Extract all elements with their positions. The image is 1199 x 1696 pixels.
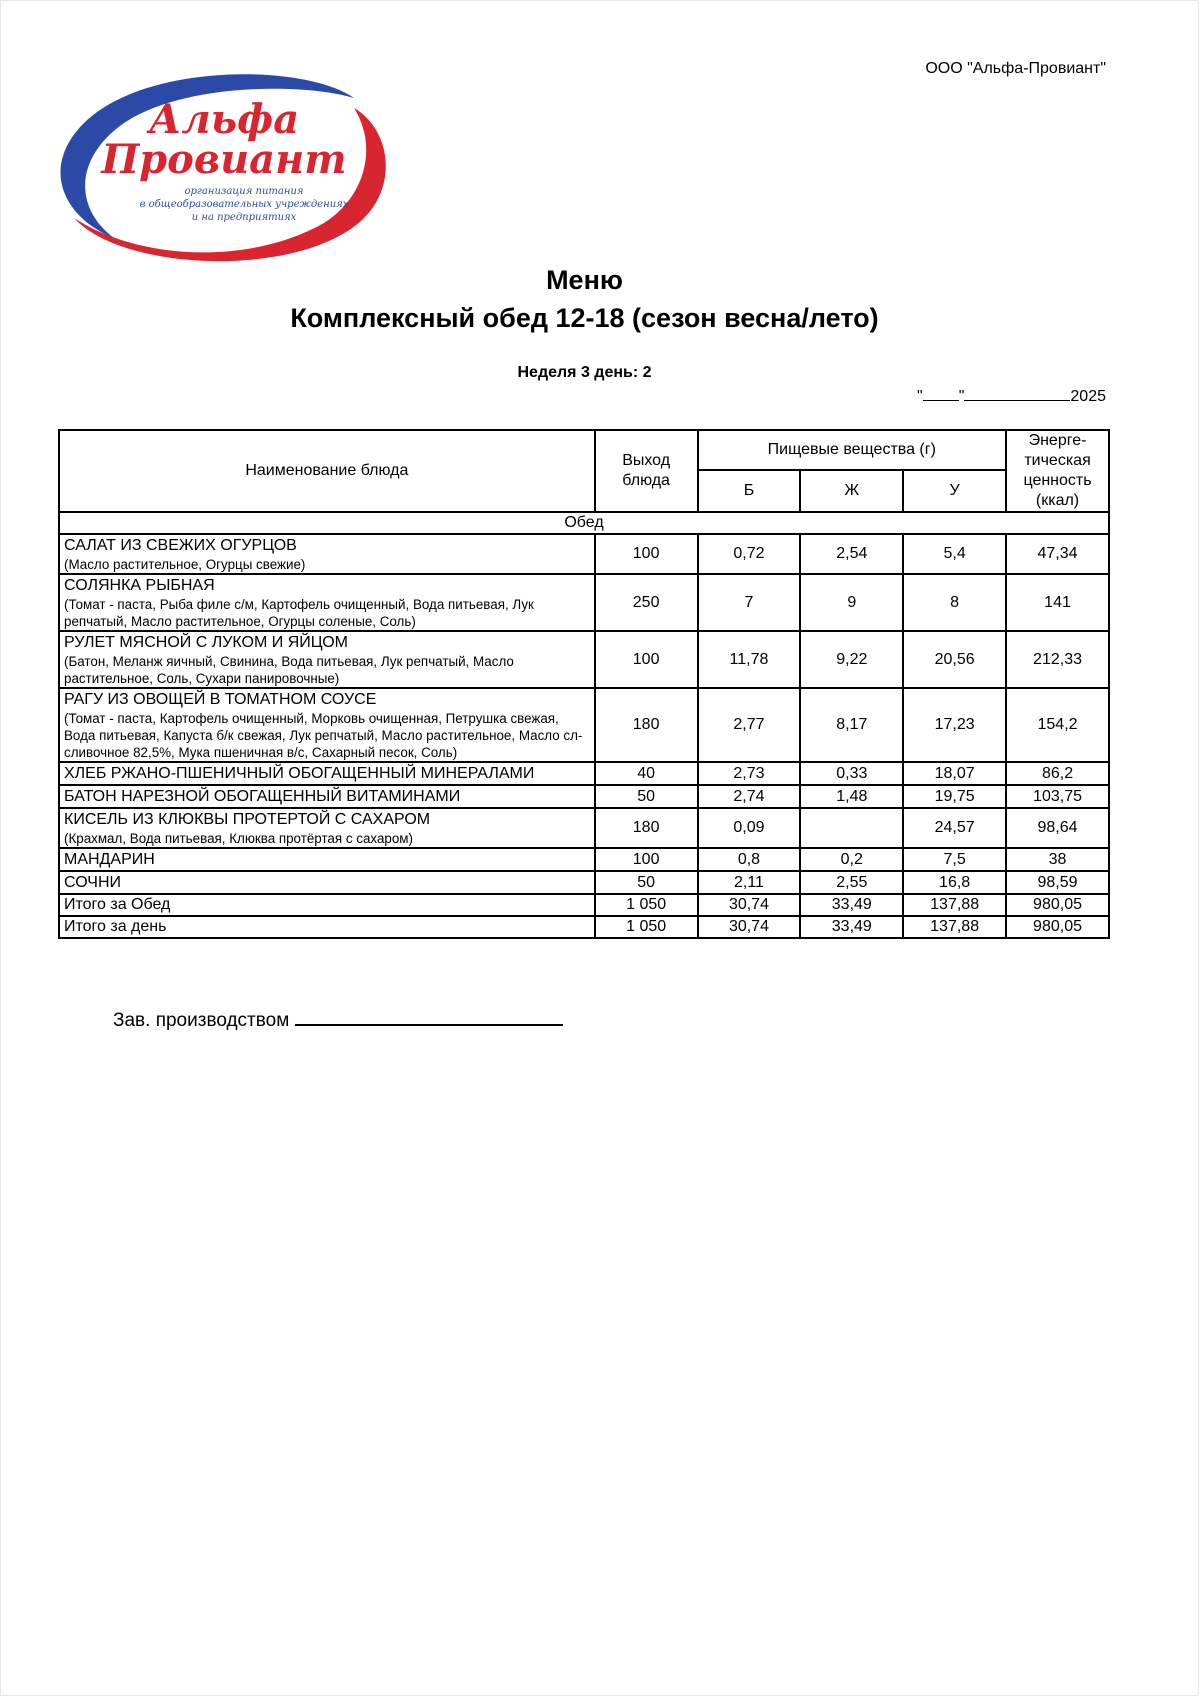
dish-protein: 0,09 xyxy=(698,808,801,848)
dish-output: 50 xyxy=(595,785,698,808)
total-carbs: 137,88 xyxy=(903,916,1006,938)
dish-ingredients: (Томат - паста, Картофель очищенный, Морковь очищенная, Петрушка свежая, Вода питьевая, Капуста б/к свежая, Лук репчатый, Масло растительное, Масло сл-сливочное 82,5%, Мука пшеничная в/с, Сахарный песок, Соль) xyxy=(64,711,583,760)
date-line xyxy=(917,385,1106,406)
dish-fat: 8,17 xyxy=(800,688,903,762)
dish-fat: 2,55 xyxy=(800,871,903,894)
total-day-row xyxy=(59,916,1109,938)
table-row xyxy=(59,871,1109,894)
date-month-blank[interactable] xyxy=(964,385,1070,401)
company-logo xyxy=(54,68,394,268)
date-quote-open: " xyxy=(917,388,923,405)
dish-carbs: 17,23 xyxy=(903,688,1006,762)
dish-protein: 0,8 xyxy=(698,848,801,871)
dish-name: СОЛЯНКА РЫБНАЯ xyxy=(64,577,215,594)
dish-kcal: 141 xyxy=(1006,574,1109,631)
dish-output: 50 xyxy=(595,871,698,894)
dish-fat: 1,48 xyxy=(800,785,903,808)
total-protein: 30,74 xyxy=(698,916,801,938)
total-carbs: 137,88 xyxy=(903,894,1006,916)
dish-kcal: 38 xyxy=(1006,848,1109,871)
dish-name: СОЧНИ xyxy=(64,874,122,891)
svg-text:в общеобразовательных учрежден: в общеобразовательных учреждениях xyxy=(139,199,349,210)
dish-carbs: 20,56 xyxy=(903,631,1006,688)
dish-kcal: 154,2 xyxy=(1006,688,1109,762)
page-title: Меню xyxy=(546,265,623,295)
svg-text:Альфа: Альфа xyxy=(148,96,300,143)
date-year: 2025 xyxy=(1070,388,1106,405)
dish-name: БАТОН НАРЕЗНОЙ ОБОГАЩЕННЫЙ ВИТАМИНАМИ xyxy=(64,788,461,805)
dish-output: 40 xyxy=(595,762,698,785)
dish-protein: 2,73 xyxy=(698,762,801,785)
dish-fat: 2,54 xyxy=(800,534,903,574)
page-subtitle: Комплексный обед 12-18 (сезон весна/лето) xyxy=(290,303,879,333)
dish-cell xyxy=(59,631,595,688)
dish-protein: 0,72 xyxy=(698,534,801,574)
total-meal-row xyxy=(59,894,1109,916)
total-output: 1 050 xyxy=(595,894,698,916)
table-row xyxy=(59,574,1109,631)
total-label: Итого за день xyxy=(59,916,595,938)
dish-fat xyxy=(800,808,903,848)
svg-text:Провиант: Провиант xyxy=(101,136,347,183)
total-output: 1 050 xyxy=(595,916,698,938)
dish-name: МАНДАРИН xyxy=(64,851,155,868)
dish-cell xyxy=(59,574,595,631)
dish-protein: 2,77 xyxy=(698,688,801,762)
svg-text:организация питания: организация питания xyxy=(184,186,304,197)
dish-kcal: 103,75 xyxy=(1006,785,1109,808)
dish-carbs: 5,4 xyxy=(903,534,1006,574)
dish-carbs: 18,07 xyxy=(903,762,1006,785)
dish-cell xyxy=(59,848,595,871)
dish-cell xyxy=(59,688,595,762)
dish-name: КИСЕЛЬ ИЗ КЛЮКВЫ ПРОТЕРТОЙ С САХАРОМ xyxy=(64,811,431,828)
dish-output: 180 xyxy=(595,808,698,848)
dish-kcal: 47,34 xyxy=(1006,534,1109,574)
dish-carbs: 7,5 xyxy=(903,848,1006,871)
dish-kcal: 98,59 xyxy=(1006,871,1109,894)
table-row xyxy=(59,631,1109,688)
header-dish-name: Наименование блюда xyxy=(59,430,595,512)
dish-cell xyxy=(59,534,595,574)
menu-table xyxy=(58,429,1110,939)
date-quote-close: " xyxy=(958,388,965,405)
table-row xyxy=(59,808,1109,848)
dish-protein: 2,11 xyxy=(698,871,801,894)
total-protein: 30,74 xyxy=(698,894,801,916)
header-carbs: У xyxy=(903,470,1006,512)
company-name: ООО "Альфа-Провиант" xyxy=(925,60,1106,77)
svg-text:и на предприятиях: и на предприятиях xyxy=(191,212,297,223)
dish-ingredients: (Крахмал, Вода питьевая, Клюква протёртая с сахаром) xyxy=(64,831,413,846)
total-kcal: 980,05 xyxy=(1006,894,1109,916)
header-nutrients: Пищевые вещества (г) xyxy=(698,430,1007,470)
total-kcal: 980,05 xyxy=(1006,916,1109,938)
dish-kcal: 86,2 xyxy=(1006,762,1109,785)
table-row xyxy=(59,762,1109,785)
header-fat: Ж xyxy=(800,470,903,512)
dish-name: САЛАТ ИЗ СВЕЖИХ ОГУРЦОВ xyxy=(64,537,297,554)
section-title: Обед xyxy=(59,512,1109,534)
dish-output: 180 xyxy=(595,688,698,762)
total-label: Итого за Обед xyxy=(59,894,595,916)
dish-protein: 2,74 xyxy=(698,785,801,808)
dish-name: ХЛЕБ РЖАНО-ПШЕНИЧНЫЙ ОБОГАЩЕННЫЙ МИНЕРАЛАМИ xyxy=(64,765,535,782)
dish-ingredients: (Томат - паста, Рыба филе с/м, Картофель очищенный, Вода питьевая, Лук репчатый, Масло растительное, Огурцы соленые, Соль) xyxy=(64,597,534,629)
signature-line xyxy=(113,1004,563,1032)
signature-blank[interactable] xyxy=(295,1004,563,1026)
header-protein: Б xyxy=(698,470,801,512)
dish-kcal: 98,64 xyxy=(1006,808,1109,848)
table-row xyxy=(59,688,1109,762)
total-fat: 33,49 xyxy=(800,894,903,916)
dish-name: РУЛЕТ МЯСНОЙ С ЛУКОМ И ЯЙЦОМ xyxy=(64,634,349,651)
dish-output: 100 xyxy=(595,848,698,871)
dish-cell xyxy=(59,785,595,808)
dish-name: РАГУ ИЗ ОВОЩЕЙ В ТОМАТНОМ СОУСЕ xyxy=(64,691,377,708)
dish-cell xyxy=(59,808,595,848)
header-energy: Энерге- тическая ценность (ккал) xyxy=(1006,430,1109,512)
dish-ingredients: (Масло растительное, Огурцы свежие) xyxy=(64,557,306,572)
dish-output: 100 xyxy=(595,534,698,574)
table-row xyxy=(59,534,1109,574)
dish-carbs: 16,8 xyxy=(903,871,1006,894)
dish-fat: 0,33 xyxy=(800,762,903,785)
dish-kcal: 212,33 xyxy=(1006,631,1109,688)
dish-ingredients: (Батон, Меланж яичный, Свинина, Вода питьевая, Лук репчатый, Масло растительное, Соль, Сухари панировочные) xyxy=(64,654,514,686)
dish-cell xyxy=(59,762,595,785)
dish-fat: 0,2 xyxy=(800,848,903,871)
dish-protein: 7 xyxy=(698,574,801,631)
dish-output: 250 xyxy=(595,574,698,631)
dish-carbs: 8 xyxy=(903,574,1006,631)
signature-label: Зав. производством xyxy=(113,1010,290,1031)
dish-output: 100 xyxy=(595,631,698,688)
total-fat: 33,49 xyxy=(800,916,903,938)
date-day-blank[interactable] xyxy=(923,385,959,401)
dish-carbs: 24,57 xyxy=(903,808,1006,848)
table-row xyxy=(59,785,1109,808)
week-day-label: Неделя 3 день: 2 xyxy=(517,364,652,381)
dish-protein: 11,78 xyxy=(698,631,801,688)
table-row xyxy=(59,848,1109,871)
header-output: Выход блюда xyxy=(595,430,698,512)
dish-fat: 9 xyxy=(800,574,903,631)
dish-carbs: 19,75 xyxy=(903,785,1006,808)
dish-cell xyxy=(59,871,595,894)
dish-fat: 9,22 xyxy=(800,631,903,688)
